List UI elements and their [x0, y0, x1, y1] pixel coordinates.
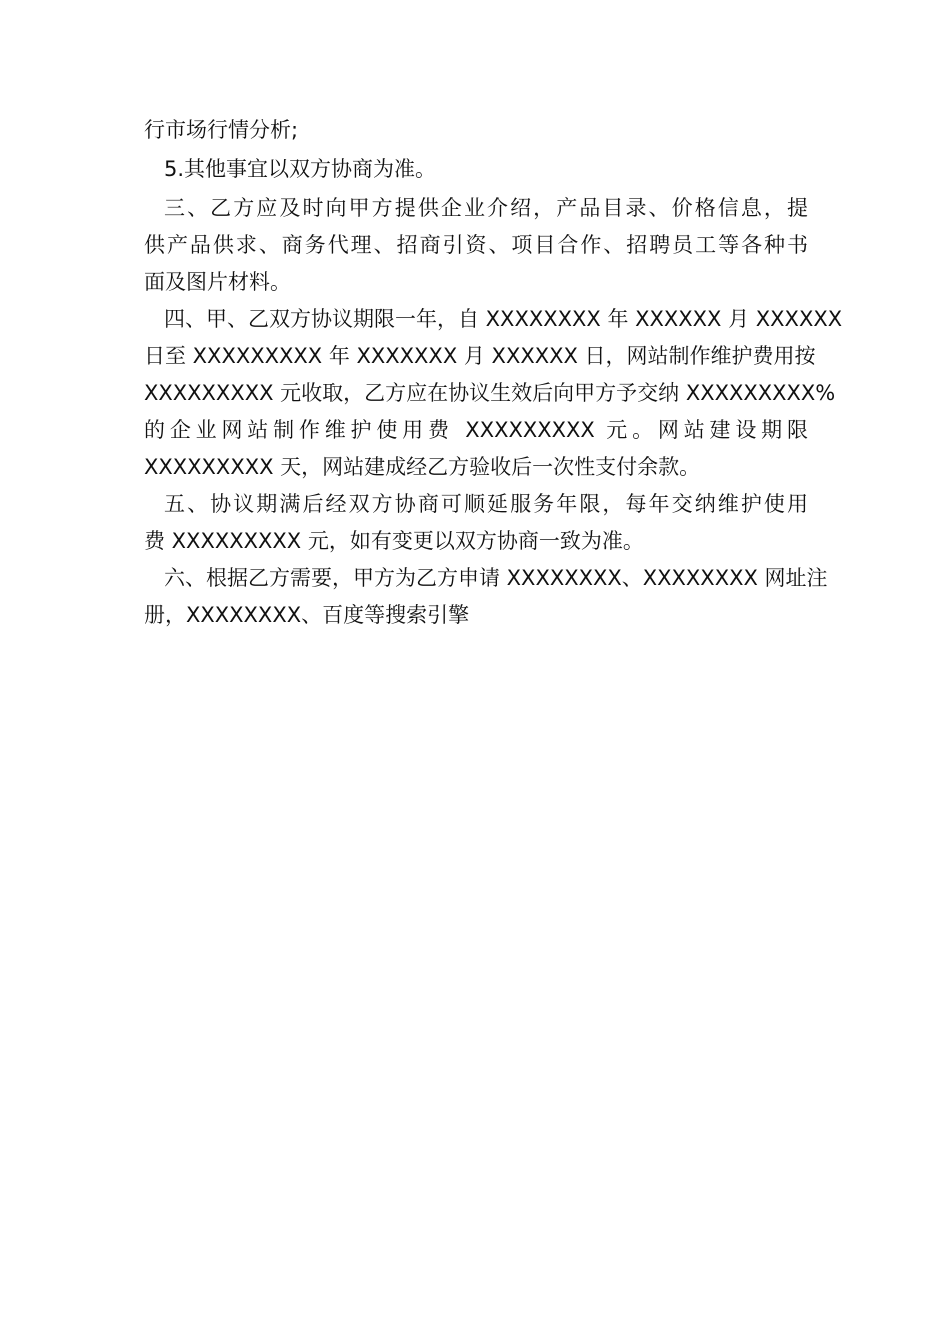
paragraph-section-5: [144, 486, 808, 560]
text-line: 费 XXXXXXXXX 元，如有变更以双方协商一致为准。: [144, 529, 644, 553]
document-body: [144, 112, 843, 634]
text-line: XXXXXXXXX 天，网站建成经乙方验收后一次性支付余款。: [144, 455, 701, 479]
text-line: 行市场行情分析;: [144, 118, 299, 142]
text-line: 日至 XXXXXXXXX 年 XXXXXXX 月 XXXXXX 日，网站制作维护费用按: [144, 344, 816, 368]
text-line: 面及图片材料。: [144, 270, 291, 294]
text-line: XXXXXXXXX 元收取，乙方应在协议生效后向甲方予交纳 XXXXXXXXX%: [144, 381, 836, 405]
paragraph-section-6: [144, 560, 828, 634]
text-line: 供产品供求、商务代理、招商引资、项目合作、招聘员工等各种书: [144, 233, 808, 257]
text-line: 的企业网站制作维护使用费 XXXXXXXXX 元。网站建设期限: [144, 418, 808, 442]
text-line: 五、协议期满后经双方协商可顺延服务年限，每年交纳维护使用: [164, 492, 808, 516]
text-line: 四、甲、乙双方协议期限一年，自 XXXXXXXX 年 XXXXXX 月 XXXXXX: [164, 307, 843, 331]
paragraph-section-4: [144, 301, 843, 486]
paragraph-section-3: [144, 190, 808, 301]
text-line: 5.其他事宜以双方协商为准。: [164, 157, 437, 181]
text-line: 六、根据乙方需要，甲方为乙方申请 XXXXXXXX、XXXXXXXX 网址注: [164, 566, 828, 590]
text-line: 三、乙方应及时向甲方提供企业介绍，产品目录、价格信息，提: [164, 196, 808, 220]
paragraph-market-analysis-tail: [144, 112, 808, 149]
text-line: 册，XXXXXXXX、百度等搜索引擎: [144, 603, 470, 627]
paragraph-item-5: [144, 151, 808, 188]
